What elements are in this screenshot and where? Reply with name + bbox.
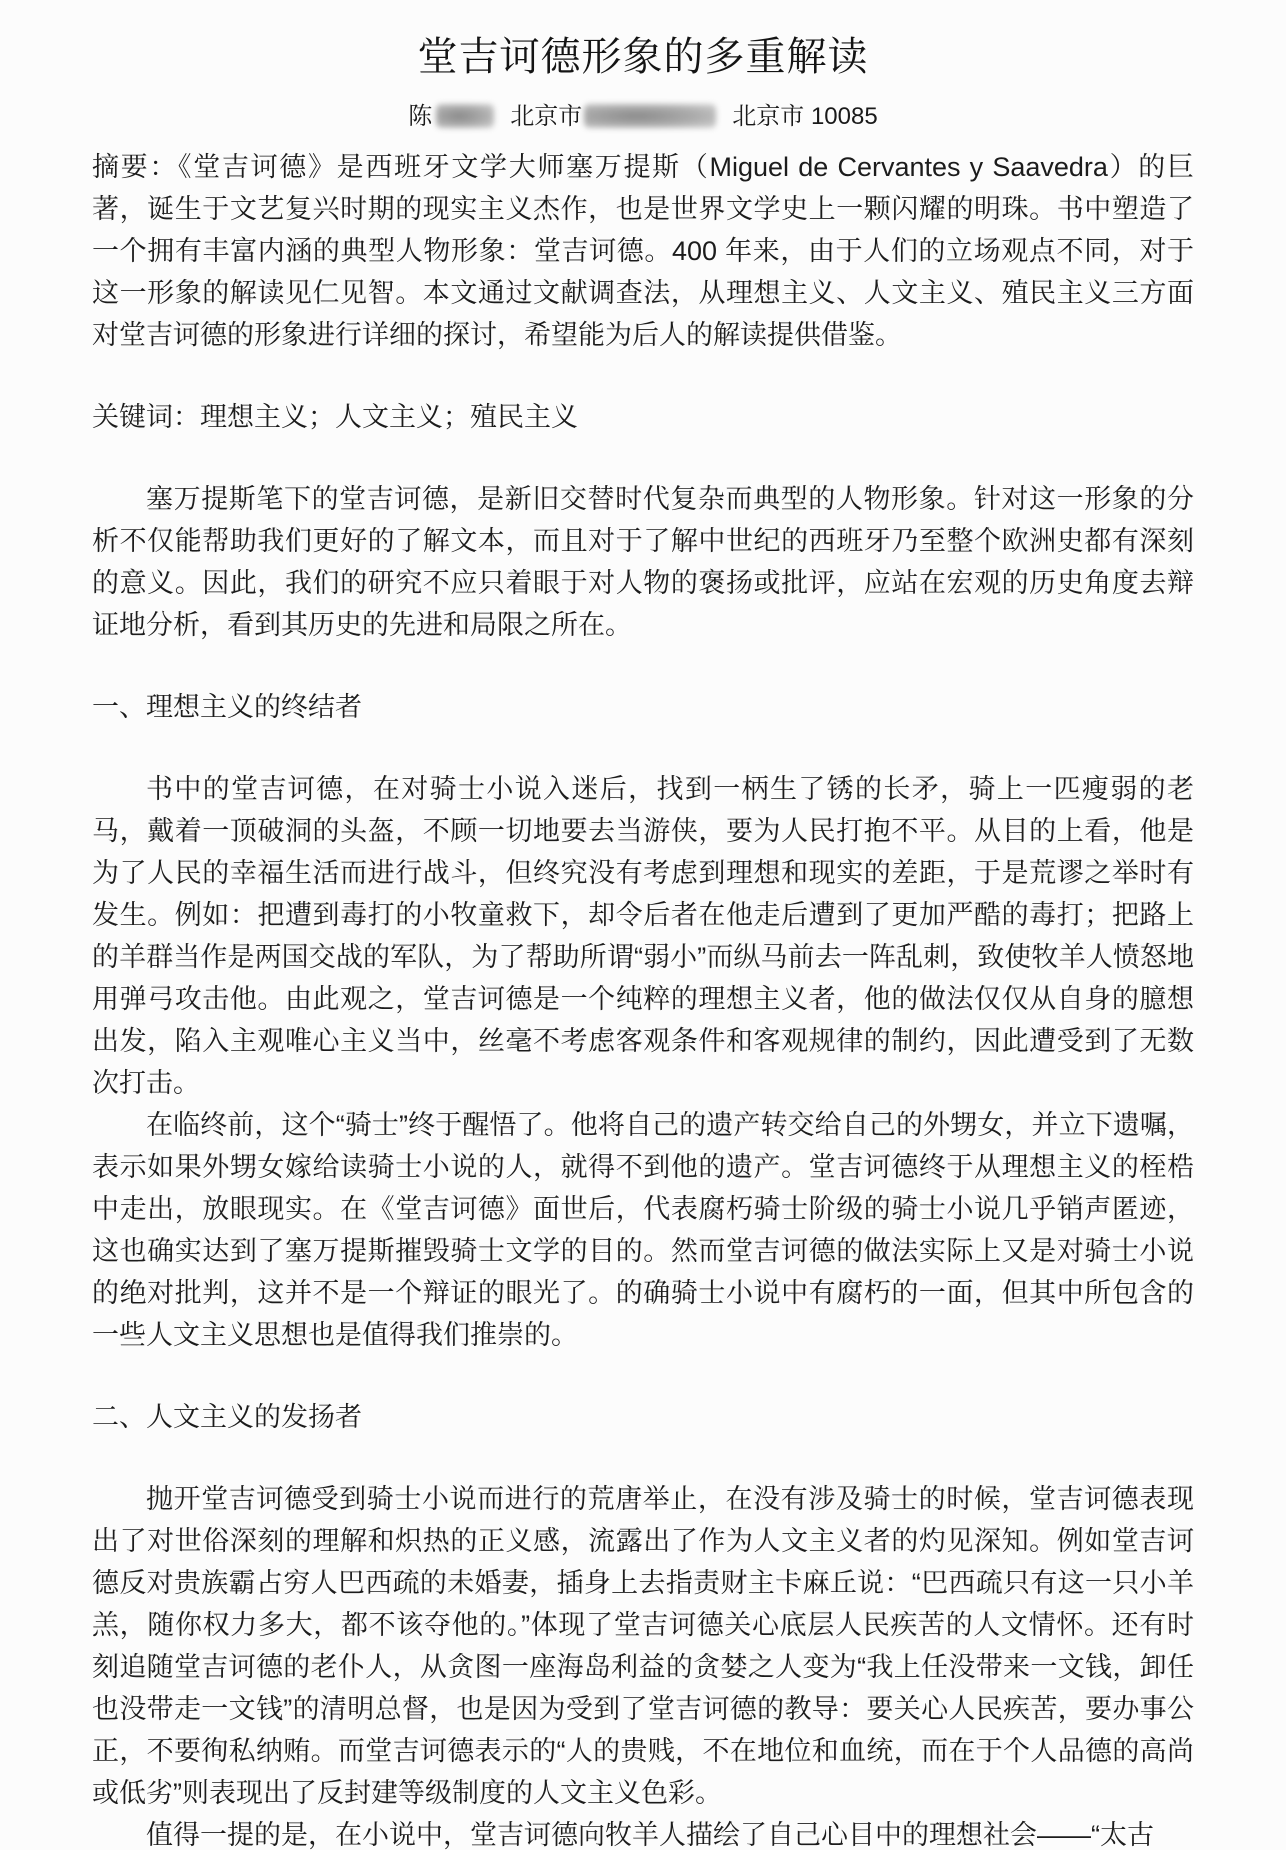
author-line <box>92 100 1194 134</box>
section-1-paragraph-2: 在临终前，这个“骑士”终于醒悟了。他将自己的遗产转交给自己的外甥女，并立下遗嘱，表示如果外甥女嫁给读骑士小说的人，就得不到他的遗产。堂吉诃德终于从理想主义的桎梏中走出，放眼现实。在《堂吉诃德》面世后，代表腐朽骑士阶级的骑士小说几乎销声匿迹，这也确实达到了塞万提斯摧毁骑士文学的目的。然而堂吉诃德的做法实际上又是对骑士小说的绝对批判，这并不是一个辩证的眼光了。的确骑士小说中有腐朽的一面，但其中所包含的一些人文主义思想也是值得我们推崇的。 <box>92 1110 1194 1350</box>
intro-paragraph: 塞万提斯笔下的堂吉诃德，是新旧交替时代复杂而典型的人物形象。针对这一形象的分析不仅能帮助我们更好的了解文本，而且对于了解中世纪的西班牙乃至整个欧洲史都有深刻的意义。因此，我们的研究不应只着眼于对人物的褒扬或批评，应站在宏观的历史角度去辩证地分析，看到其历史的先进和局限之所在。 <box>92 484 1194 640</box>
redacted-author-address <box>584 104 716 128</box>
author-city: 北京市 <box>510 103 583 130</box>
redacted-author-name <box>436 104 494 128</box>
keywords-line: 关键词：理想主义；人文主义；殖民主义 <box>92 402 578 432</box>
author-postcode: 北京市 10085 <box>732 103 878 130</box>
section-1-paragraph-1: 书中的堂吉诃德，在对骑士小说入迷后，找到一柄生了锈的长矛，骑上一匹瘦弱的老马，戴着一顶破洞的头盔，不顾一切地要去当游侠，要为人民打抱不平。从目的上看，他是为了人民的幸福生活而进行战斗，但终究没有考虑到理想和现实的差距，于是荒谬之举时有发生。例如：把遭到毒打的小牧童救下，却令后者在他走后遭到了更加严酷的毒打；把路上的羊群当作是两国交战的军队，为了帮助所谓“弱小”而纵马前去一阵乱刺，致使牧羊人愤怒地用弹弓攻击他。由此观之，堂吉诃德是一个纯粹的理想主义者，他的做法仅仅从自身的臆想出发，陷入主观唯心主义当中，丝毫不考虑客观条件和客观规律的制约，因此遭受到了无数次打击。 <box>92 774 1194 1098</box>
section-2-paragraph-2: 值得一提的是，在小说中，堂吉诃德向牧羊人描绘了自己心目中的理想社会——“太古 <box>146 1820 1154 1850</box>
section-2-paragraph-1: 抛开堂吉诃德受到骑士小说而进行的荒唐举止，在没有涉及骑士的时候，堂吉诃德表现出了对世俗深刻的理解和炽热的正义感，流露出了作为人文主义者的灼见深知。例如堂吉诃德反对贵族霸占穷人巴西疏的未婚妻，插身上去指责财主卡麻丘说：“巴西疏只有这一只小羊羔，随你权力多大，都不该夺他的。”体现了堂吉诃德关心底层人民疾苦的人文情怀。还有时刻追随堂吉诃德的老仆人，从贪图一座海岛利益的贪婪之人变为“我上任没带来一文钱，卸任也没带走一文钱”的清明总督，也是因为受到了堂吉诃德的教导：要关心人民疾苦，要办事公正，不要徇私纳贿。而堂吉诃德表示的“人的贵贱，不在地位和血统，而在于个人品德的高尚或低劣”则表现出了反封建等级制度的人文主义色彩。 <box>92 1484 1194 1808</box>
abstract-paragraph: 摘要：《堂吉诃德》是西班牙文学大师塞万提斯（Miguel de Cervantes y Saavedra）的巨著，诞生于文艺复兴时期的现实主义杰作，也是世界文学史上一颗闪耀的明珠。书中塑造了一个拥有丰富内涵的典型人物形象：堂吉诃德。400 年来，由于人们的立场观点不同，对于这一形象的解读见仁见智。本文通过文献调查法，从理想主义、人文主义、殖民主义三方面对堂吉诃德的形象进行详细的探讨，希望能为后人的解读提供借鉴。 <box>92 152 1194 350</box>
section-2-heading: 二、人文主义的发扬者 <box>92 1402 362 1432</box>
page-title: 堂吉诃德形象的多重解读 <box>417 35 869 79</box>
section-1-heading: 一、理想主义的终结者 <box>92 692 362 722</box>
author-surname: 陈 <box>408 103 433 130</box>
